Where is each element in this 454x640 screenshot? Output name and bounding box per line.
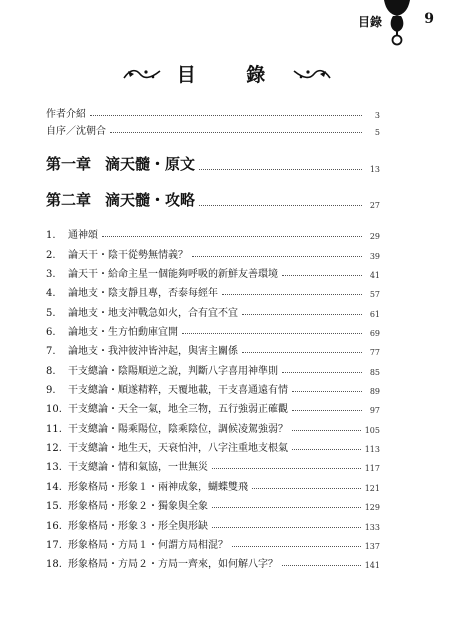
toc-entry-page: 129 <box>364 503 380 513</box>
dot-leader <box>282 275 362 276</box>
toc-entry-label: 干支總論・情和氣協，一世無災 <box>68 462 208 474</box>
toc-entry[interactable] <box>46 435 380 454</box>
left-flourish-icon <box>122 67 162 81</box>
vase-ornament-icon <box>380 0 414 46</box>
toc-entry[interactable] <box>46 396 380 415</box>
toc-entry[interactable] <box>46 512 380 531</box>
dot-leader <box>242 352 362 353</box>
toc-entry[interactable] <box>46 377 380 396</box>
dot-leader <box>212 507 361 508</box>
dot-leader <box>212 468 361 469</box>
toc-entry-number: 9. <box>46 385 56 397</box>
chapter-1-entry <box>46 150 380 174</box>
toc-entry-page: 3 <box>374 111 380 120</box>
toc-entry-label: 干支總論・陰陽順逆之說，判斷八字喜用神準則 <box>68 365 278 377</box>
toc-entry-number: 2. <box>46 249 56 261</box>
dot-leader <box>292 391 362 392</box>
toc-entry[interactable] <box>46 454 380 473</box>
toc-entry-number: 3. <box>46 269 56 281</box>
toc-entry-number: 6. <box>46 327 56 339</box>
section-list <box>46 222 380 570</box>
toc-entry-page: 141 <box>364 561 380 571</box>
toc-entry-number: 10. <box>46 404 62 416</box>
toc-entry-number: 12. <box>46 443 62 455</box>
dot-leader <box>292 449 361 450</box>
toc-entry-page: 85 <box>369 367 380 377</box>
toc-entry-label: 論天干・給命主星一個能夠呼吸的新鮮友善環境 <box>68 269 278 281</box>
dot-leader <box>212 527 361 528</box>
toc-entry[interactable] <box>46 493 380 512</box>
toc-entry-page: 69 <box>369 329 380 339</box>
toc-entry[interactable] <box>46 299 380 318</box>
page-title: 目 錄 <box>176 64 288 86</box>
toc-entry-page: 41 <box>369 271 380 281</box>
toc-entry-page: 39 <box>369 251 380 261</box>
toc-entry[interactable] <box>46 120 380 137</box>
chapter-number: 第二章 <box>46 191 92 209</box>
dot-leader <box>242 314 362 315</box>
toc-entry-label: 形象格局・形象３・形全與形缺 <box>68 520 208 532</box>
dot-leader <box>282 372 362 373</box>
toc-entry-label: 自序／沈朝合 <box>46 126 106 137</box>
toc-entry-label: 形象格局・方局２・方局一齊來，如何解八字？ <box>68 559 278 571</box>
toc-entry-page: 133 <box>364 522 380 532</box>
dot-leader <box>199 205 362 206</box>
toc-entry-number: 13. <box>46 462 62 474</box>
toc-entry-label: 論地支・陰支靜且專，否泰每經年 <box>68 288 218 300</box>
toc-entry-label: 形象格局・形象２・獨象與全象 <box>68 501 208 513</box>
chapter-row[interactable] <box>46 186 380 210</box>
chapter-page: 13 <box>369 165 380 174</box>
chapter-number: 第一章 <box>46 155 92 173</box>
toc-entry-label: 干支總論・順遂精粹，天覆地載，干支喜通遠有情 <box>68 385 288 397</box>
toc-entry-number: 8. <box>46 365 56 377</box>
toc-entry-number: 15. <box>46 501 62 513</box>
dot-leader <box>222 294 362 295</box>
toc-entry[interactable] <box>46 261 380 280</box>
toc-entry[interactable] <box>46 551 380 570</box>
toc-entry[interactable] <box>46 473 380 492</box>
dot-leader <box>90 115 362 116</box>
toc-entry[interactable] <box>46 241 380 260</box>
dot-leader <box>182 333 362 334</box>
dot-leader <box>199 169 362 170</box>
toc-entry-page: 117 <box>364 464 380 474</box>
toc-entry-label: 論地支・地支沖戰急如火，合有宜不宜 <box>68 307 238 319</box>
toc-entry-page: 29 <box>369 232 380 242</box>
toc-entry[interactable] <box>46 222 380 241</box>
page-number: 9 <box>424 11 434 27</box>
toc-title-row <box>0 60 454 88</box>
toc-entry-number: 11. <box>46 423 62 435</box>
toc-entry-label: 干支總論・天全一氣，地全三物，五行強弱正確觀 <box>68 404 288 416</box>
toc-entry-page: 113 <box>364 445 380 455</box>
toc-entry-page: 105 <box>364 425 380 435</box>
toc-entry-number: 16. <box>46 520 62 532</box>
toc-entry-number: 1. <box>46 230 56 242</box>
dot-leader <box>292 410 362 411</box>
dot-leader <box>192 256 362 257</box>
toc-entry-number: 5. <box>46 307 56 319</box>
toc-entry[interactable] <box>46 338 380 357</box>
toc-entry-label: 論地支・生方怕動庫宜開 <box>68 327 178 339</box>
toc-entry-page: 61 <box>369 309 380 319</box>
chapter-title: 滴天髓・原文 <box>105 155 196 173</box>
toc-entry-page: 97 <box>369 406 380 416</box>
toc-entry-number: 7. <box>46 346 56 358</box>
toc-entry-page: 77 <box>369 348 380 358</box>
toc-entry-label: 論天干・陰干從勢無情義？ <box>68 249 188 261</box>
page-header <box>0 0 454 46</box>
chapter-2-entry <box>46 186 380 210</box>
dot-leader <box>282 565 361 566</box>
toc-entry[interactable] <box>46 319 380 338</box>
dot-leader <box>102 236 362 237</box>
front-matter-list <box>46 103 380 137</box>
dot-leader <box>292 430 361 431</box>
header-section: 目錄 <box>357 15 382 29</box>
dot-leader <box>252 488 361 489</box>
toc-entry[interactable] <box>46 280 380 299</box>
dot-leader <box>232 546 361 547</box>
chapter-page: 27 <box>369 201 380 210</box>
toc-entry-page: 5 <box>374 128 380 137</box>
toc-entry-page: 57 <box>369 290 380 300</box>
toc-entry[interactable] <box>46 103 380 120</box>
toc-entry-number: 4. <box>46 288 56 300</box>
toc-entry-page: 89 <box>369 387 380 397</box>
chapter-row[interactable] <box>46 150 380 174</box>
toc-entry-label: 形象格局・方局１・何謂方局相混？ <box>68 539 228 551</box>
toc-entry[interactable] <box>46 415 380 434</box>
toc-entry-number: 18. <box>46 559 62 571</box>
toc-entry-number: 17. <box>46 539 62 551</box>
toc-entry-label: 通神頌 <box>68 230 98 242</box>
dot-leader <box>110 132 362 133</box>
toc-entry-page: 137 <box>364 541 380 551</box>
chapter-title: 滴天髓・攻略 <box>105 191 196 209</box>
toc-entry[interactable] <box>46 532 380 551</box>
toc-entry-number: 14. <box>46 481 62 493</box>
toc-entry-page: 121 <box>364 483 380 493</box>
toc-entry-label: 干支總論・地生天，天衰怕沖，八字注重地支根氣 <box>68 443 288 455</box>
toc-entry-label: 干支總論・陽乘陽位，陰乘陰位，調候凌駕強弱？ <box>68 423 288 435</box>
toc-entry-label: 論地支・我沖彼沖皆沖起，與害主關係 <box>68 346 238 358</box>
toc-entry-label: 作者介紹 <box>46 109 86 120</box>
right-flourish-icon <box>292 67 332 81</box>
toc-entry-label: 形象格局・形象１・兩神成象，蝴蝶雙飛 <box>68 481 248 493</box>
toc-entry[interactable] <box>46 357 380 376</box>
